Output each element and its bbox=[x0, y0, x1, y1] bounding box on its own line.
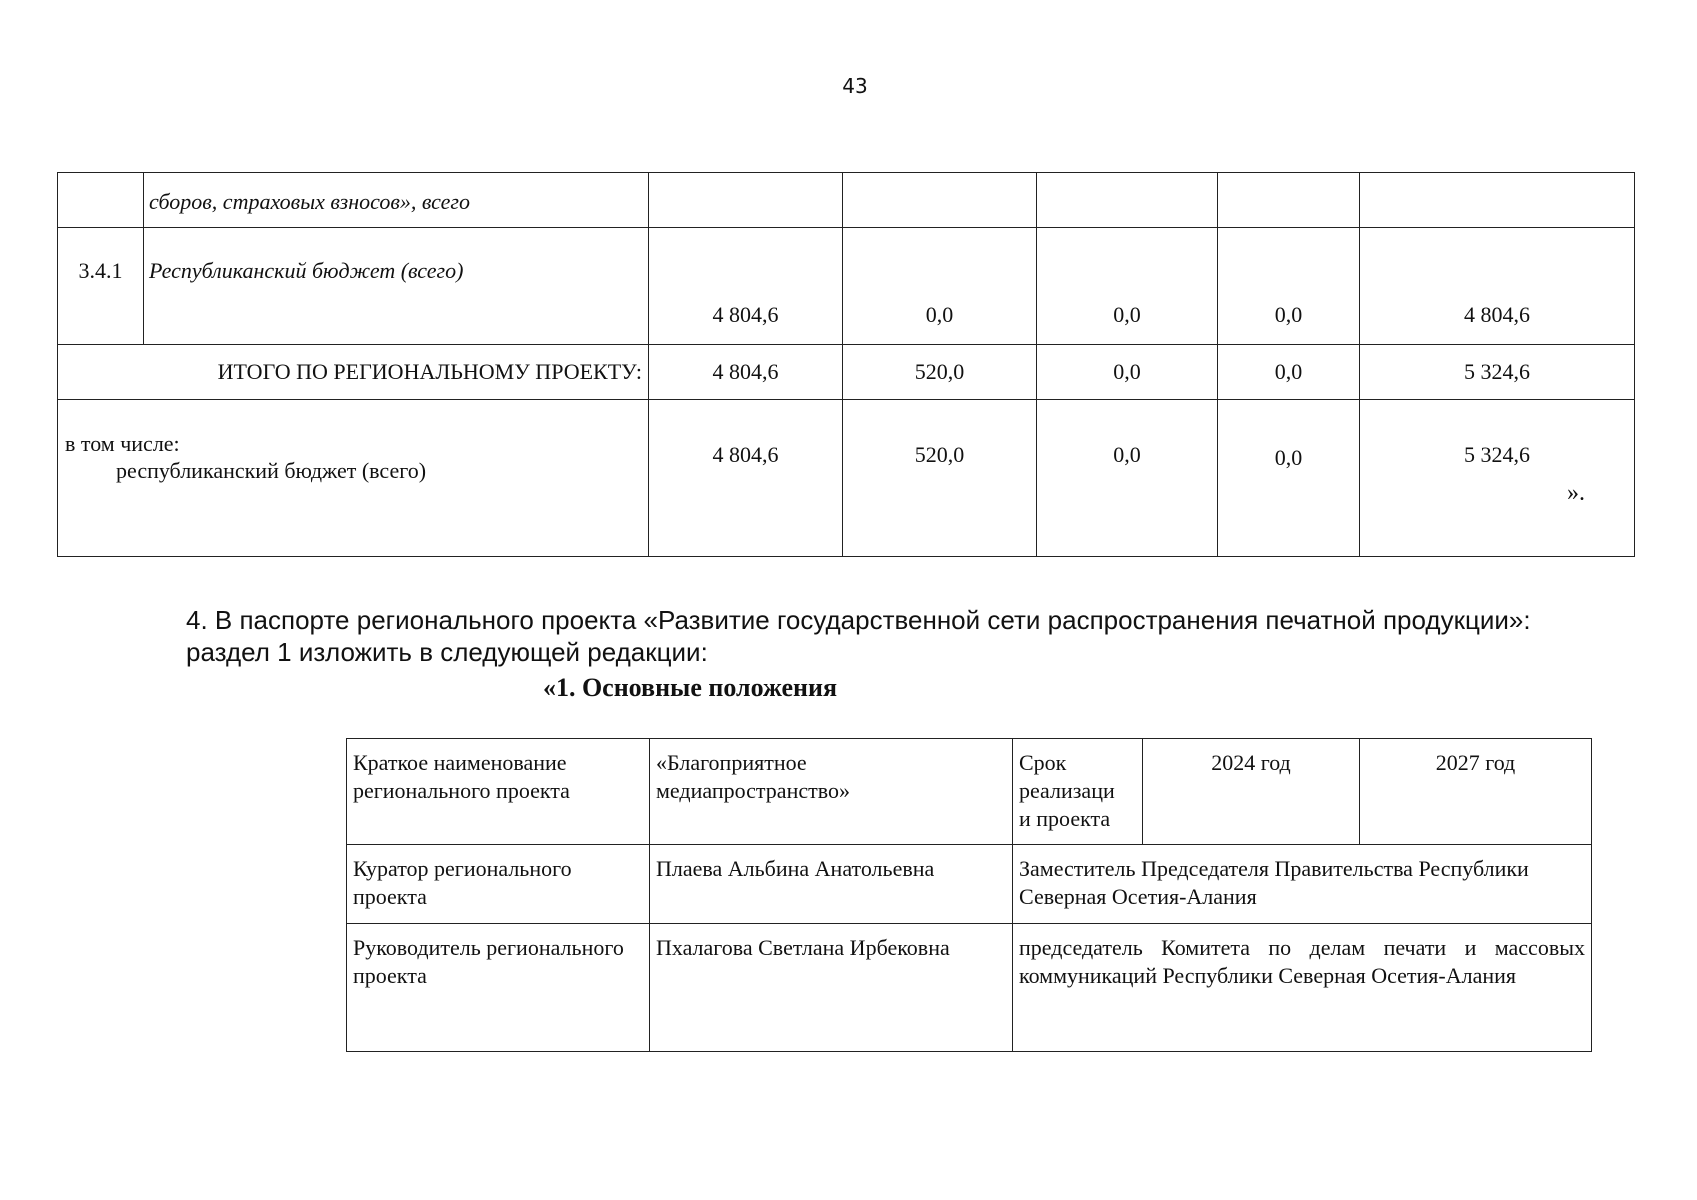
paragraph-line: 4. В паспорте регионального проекта «Развитие государственной сети распространения печатной продукции»: bbox=[186, 605, 1531, 635]
table-row-total bbox=[58, 345, 1635, 400]
section-heading: «1. Основные положения bbox=[542, 673, 838, 702]
passport-table bbox=[346, 738, 1592, 1052]
start-year: 2024 год bbox=[1143, 739, 1360, 845]
amendment-paragraph bbox=[186, 604, 1646, 668]
table-row bbox=[58, 228, 1635, 345]
table-cell: 0,0 bbox=[1218, 400, 1360, 557]
curator-name: Плаева Альбина Анатольевна bbox=[650, 845, 1013, 924]
short-name-value: «Благоприятное медиапространство» bbox=[650, 739, 1013, 845]
term-label: Срок реализаци и проекта bbox=[1013, 739, 1143, 845]
row-code: 3.4.1 bbox=[58, 228, 144, 345]
table-cell: 4 804,6 bbox=[649, 400, 843, 557]
end-year: 2027 год bbox=[1360, 739, 1592, 845]
row-label: сборов, страховых взносов», всего bbox=[144, 173, 649, 228]
page-number: 43 bbox=[842, 74, 868, 98]
table-cell: 0,0 bbox=[1037, 400, 1218, 557]
table-row bbox=[347, 739, 1592, 845]
table-cell: 5 324,6 bbox=[1360, 345, 1635, 400]
table-cell: 520,0 bbox=[843, 400, 1037, 557]
table-cell: 520,0 bbox=[843, 345, 1037, 400]
table-cell: 0,0 bbox=[1037, 345, 1218, 400]
head-name: Пхалагова Светлана Ирбековна bbox=[650, 924, 1013, 1052]
budget-table bbox=[57, 172, 1635, 557]
including-label bbox=[58, 400, 649, 557]
closing-quote: ». bbox=[1567, 480, 1585, 506]
table-cell: 4 804,6 bbox=[649, 345, 843, 400]
table-cell: 0,0 bbox=[1218, 345, 1360, 400]
table-row bbox=[58, 400, 1635, 557]
total-label: ИТОГО ПО РЕГИОНАЛЬНОМУ ПРОЕКТУ: bbox=[58, 345, 649, 400]
table-row bbox=[58, 173, 1635, 228]
head-position: председатель Комитета по делам печати и массовых коммуникаций Республики Северная Осетия-Алания bbox=[1013, 924, 1592, 1052]
short-name-label: Краткое наименование регионального проекта bbox=[347, 739, 650, 845]
table-cell: 5 324,6 bbox=[1360, 400, 1635, 557]
head-label: Руководитель регионального проекта bbox=[347, 924, 650, 1052]
including-line1: в том числе: bbox=[65, 431, 180, 456]
curator-position: Заместитель Председателя Правительства Республики Северная Осетия-Алания bbox=[1013, 845, 1592, 924]
row-label: Республиканский бюджет (всего) bbox=[144, 228, 649, 345]
table-cell: 0,0 bbox=[1218, 228, 1360, 345]
table-cell: 0,0 bbox=[843, 228, 1037, 345]
table-row bbox=[347, 845, 1592, 924]
curator-label: Куратор регионального проекта bbox=[347, 845, 650, 924]
table-row bbox=[347, 924, 1592, 1052]
paragraph-line: раздел 1 изложить в следующей редакции: bbox=[186, 637, 708, 667]
table-cell: 0,0 bbox=[1037, 228, 1218, 345]
including-line2: республиканский бюджет (всего) bbox=[116, 458, 427, 483]
table-cell: 4 804,6 bbox=[1360, 228, 1635, 345]
table-cell: 4 804,6 bbox=[649, 228, 843, 345]
